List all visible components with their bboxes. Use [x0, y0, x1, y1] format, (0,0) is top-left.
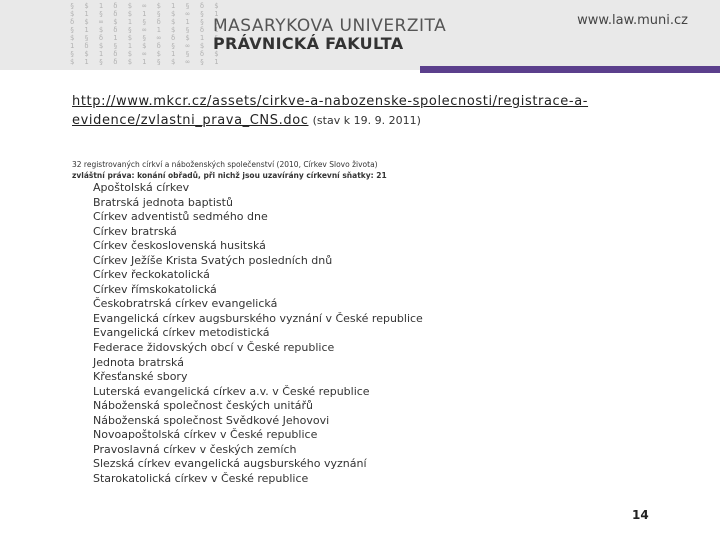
church-list-item: Starokatolická církev v České republice	[93, 471, 309, 485]
church-list-item: Luterská evangelická církev a.v. v České republice	[93, 384, 370, 398]
church-list-item: Pravoslavná církev v českých zemích	[93, 442, 297, 456]
source-date-note: (stav k 19. 9. 2011)	[312, 114, 421, 127]
university-logo-pattern: § $ 1 δ $ ∞ $ 1 § δ $ $ 1 § δ $ 1 § $ ∞ § 1 δ $ ∞ $ 1 § δ $ 1 § $ § 1 $ δ § ∞ 1 $ § δ 1 $ § δ 1 $ § ∞ δ $ 1 § 1 δ $ § 1 $ δ § ∞ $ δ § $ 1 δ $ ∞ $ 1 § δ $ $ 1 § δ $ 1 § $ ∞ § 1	[70, 2, 222, 66]
header-band	[0, 0, 720, 70]
page-number: 14	[632, 508, 649, 522]
church-list-item: Novoapoštolská církev v České republice	[93, 428, 318, 442]
church-list-item: Apoštolská církev	[93, 181, 190, 194]
church-list-item: Českobratrská církev evangelická	[93, 297, 278, 311]
church-list-item: Evangelická církev augsburského vyznání v České republice	[93, 311, 423, 325]
header-accent-bar	[420, 66, 720, 73]
church-list	[93, 181, 423, 486]
source-block	[72, 92, 672, 130]
church-list-item: Bratrská jednota baptistů	[93, 195, 233, 209]
church-list-item: Církev bratrská	[93, 224, 177, 238]
source-link[interactable]: http://www.mkcr.cz/assets/cirkve-a-nabozenske-spolecnosti/registrace-a-evidence/zvlastni_prava_CNS.doc	[72, 94, 589, 128]
intro-text	[72, 159, 492, 181]
church-list-item: Jednota bratrská	[93, 355, 184, 369]
church-list-item: Slezská církev evangelická augsburského vyznání	[93, 457, 367, 471]
university-name: MASARYKOVA UNIVERZITA	[213, 16, 447, 36]
church-list-item: Evangelická církev metodistická	[93, 326, 270, 340]
church-list-item: Náboženská společnost Svědkové Jehovovi	[93, 413, 330, 427]
church-list-item: Církev řeckokatolická	[93, 268, 210, 282]
intro-line-special-rights: zvláštní práva: konání obřadů, při nichž jsou uzavírány církevní sňatky: 21	[72, 171, 387, 180]
church-list-item: Církev československá husitská	[93, 239, 266, 253]
church-list-item: Křesťanské sbory	[93, 370, 188, 384]
church-list-item: Federace židovských obcí v České republice	[93, 341, 335, 355]
church-list-item: Církev římskokatolická	[93, 282, 217, 296]
faculty-name: PRÁVNICKÁ FAKULTA	[213, 34, 404, 53]
site-url[interactable]: www.law.muni.cz	[577, 13, 688, 28]
church-list-item: Náboženská společnost českých unitářů	[93, 399, 313, 413]
church-list-item: Církev Ježíše Krista Svatých posledních dnů	[93, 253, 333, 267]
church-list-item: Církev adventistů sedmého dne	[93, 210, 268, 224]
intro-line-registered: 32 registrovaných církví a náboženských společenství (2010, Církev Slovo života)	[72, 160, 378, 169]
